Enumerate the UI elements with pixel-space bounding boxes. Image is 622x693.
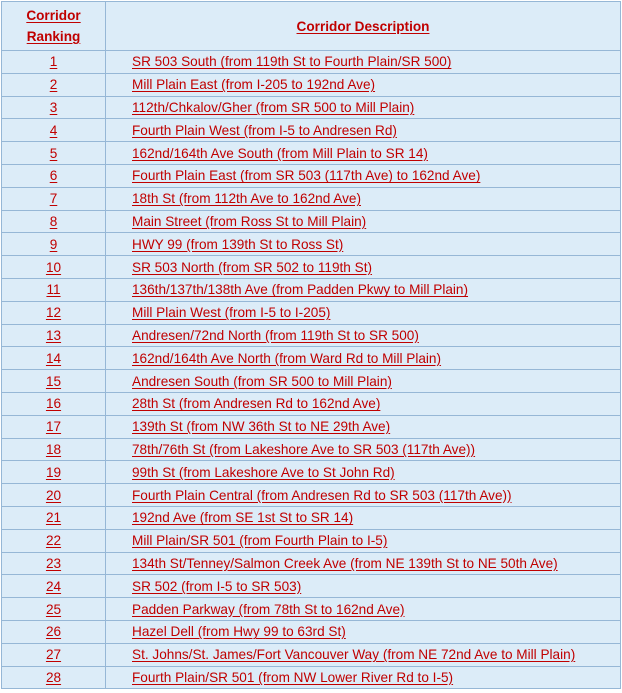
corridor-description-cell: 192nd Ave (from SE 1st St to SR 14) (106, 506, 621, 529)
corridor-rank-cell: 28 (2, 666, 106, 689)
corridor-description-cell: 139th St (from NW 36th St to NE 29th Ave) (106, 415, 621, 438)
corridor-description-cell: Main Street (from Ross St to Mill Plain) (106, 210, 621, 233)
table-row (2, 484, 621, 507)
table-row (2, 598, 621, 621)
corridor-description-cell: Andresen/72nd North (from 119th St to SR 500) (106, 324, 621, 347)
corridor-rank-cell: 17 (2, 415, 106, 438)
table-row (2, 324, 621, 347)
table-row (2, 256, 621, 279)
corridor-rank-cell: 11 (2, 278, 106, 301)
table-row (2, 643, 621, 666)
table-row (2, 461, 621, 484)
table-row (2, 347, 621, 370)
corridor-rank-cell: 9 (2, 233, 106, 256)
corridor-description-cell: Fourth Plain/SR 501 (from NW Lower River Rd to I-5) (106, 666, 621, 689)
corridor-rank-cell: 8 (2, 210, 106, 233)
corridor-rank-cell: 10 (2, 256, 106, 279)
ranking-column-header (2, 2, 106, 51)
corridor-description-cell: 162nd/164th Ave North (from Ward Rd to Mill Plain) (106, 347, 621, 370)
corridor-rank-cell: 26 (2, 620, 106, 643)
table-row (2, 506, 621, 529)
table-row (2, 164, 621, 187)
corridor-rank-cell: 20 (2, 484, 106, 507)
table-row (2, 119, 621, 142)
corridor-description-cell: 162nd/164th Ave South (from Mill Plain to SR 14) (106, 142, 621, 165)
corridor-description-cell: HWY 99 (from 139th St to Ross St) (106, 233, 621, 256)
table-row (2, 278, 621, 301)
table-row (2, 575, 621, 598)
corridor-rank-cell: 16 (2, 392, 106, 415)
corridor-description-cell: Mill Plain West (from I-5 to I-205) (106, 301, 621, 324)
table-row (2, 210, 621, 233)
table-body (2, 51, 621, 689)
corridor-description-cell: Hazel Dell (from Hwy 99 to 63rd St) (106, 620, 621, 643)
corridor-rank-cell: 12 (2, 301, 106, 324)
corridor-rank-cell: 15 (2, 370, 106, 393)
table-row (2, 187, 621, 210)
corridor-description-cell: 99th St (from Lakeshore Ave to St John Rd) (106, 461, 621, 484)
table-row (2, 620, 621, 643)
corridor-description-cell: Fourth Plain East (from SR 503 (117th Ave) to 162nd Ave) (106, 164, 621, 187)
corridor-description-cell: SR 503 South (from 119th St to Fourth Plain/SR 500) (106, 51, 621, 74)
table-row (2, 370, 621, 393)
corridor-rank-cell: 3 (2, 96, 106, 119)
corridor-description-cell: Fourth Plain West (from I-5 to Andresen Rd) (106, 119, 621, 142)
table-row (2, 142, 621, 165)
table-row (2, 73, 621, 96)
corridor-description-cell: Fourth Plain Central (from Andresen Rd to SR 503 (117th Ave)) (106, 484, 621, 507)
corridor-rank-cell: 21 (2, 506, 106, 529)
corridor-description-cell: Mill Plain/SR 501 (from Fourth Plain to I-5) (106, 529, 621, 552)
table-row (2, 301, 621, 324)
table-row (2, 415, 621, 438)
table-row (2, 666, 621, 689)
corridor-description-cell: SR 503 North (from SR 502 to 119th St) (106, 256, 621, 279)
corridor-description-cell: 136th/137th/138th Ave (from Padden Pkwy to Mill Plain) (106, 278, 621, 301)
description-column-header: Corridor Description (106, 2, 621, 51)
corridor-rank-cell: 2 (2, 73, 106, 96)
ranking-header-line1: Corridor (26, 8, 81, 23)
corridor-description-cell: 18th St (from 112th Ave to 162nd Ave) (106, 187, 621, 210)
corridor-rank-cell: 14 (2, 347, 106, 370)
corridor-description-cell: SR 502 (from I-5 to SR 503) (106, 575, 621, 598)
corridor-description-cell: Andresen South (from SR 500 to Mill Plain) (106, 370, 621, 393)
corridor-rank-cell: 19 (2, 461, 106, 484)
header-row (2, 2, 621, 51)
corridor-description-cell: St. Johns/St. James/Fort Vancouver Way (from NE 72nd Ave to Mill Plain) (106, 643, 621, 666)
table-row (2, 392, 621, 415)
table-row (2, 233, 621, 256)
corridor-description-cell: Padden Parkway (from 78th St to 162nd Ave) (106, 598, 621, 621)
ranking-header-line2: Ranking (26, 29, 81, 44)
table-row (2, 552, 621, 575)
corridor-description-cell: 78th/76th St (from Lakeshore Ave to SR 503 (117th Ave)) (106, 438, 621, 461)
corridor-rank-cell: 18 (2, 438, 106, 461)
corridor-rank-cell: 23 (2, 552, 106, 575)
corridor-rank-cell: 6 (2, 164, 106, 187)
corridor-rank-cell: 4 (2, 119, 106, 142)
corridor-rank-cell: 25 (2, 598, 106, 621)
corridor-rank-cell: 7 (2, 187, 106, 210)
corridor-rank-cell: 22 (2, 529, 106, 552)
corridor-description-cell: 112th/Chkalov/Gher (from SR 500 to Mill Plain) (106, 96, 621, 119)
corridor-description-cell: 134th St/Tenney/Salmon Creek Ave (from NE 139th St to NE 50th Ave) (106, 552, 621, 575)
corridor-rank-cell: 27 (2, 643, 106, 666)
corridor-description-cell: Mill Plain East (from I-205 to 192nd Ave) (106, 73, 621, 96)
corridor-rank-cell: 13 (2, 324, 106, 347)
corridor-rank-cell: 24 (2, 575, 106, 598)
table-row (2, 96, 621, 119)
corridor-ranking-table (1, 1, 621, 689)
corridor-rank-cell: 1 (2, 51, 106, 74)
table-row (2, 529, 621, 552)
table-row (2, 51, 621, 74)
corridor-rank-cell: 5 (2, 142, 106, 165)
table-row (2, 438, 621, 461)
corridor-description-cell: 28th St (from Andresen Rd to 162nd Ave) (106, 392, 621, 415)
